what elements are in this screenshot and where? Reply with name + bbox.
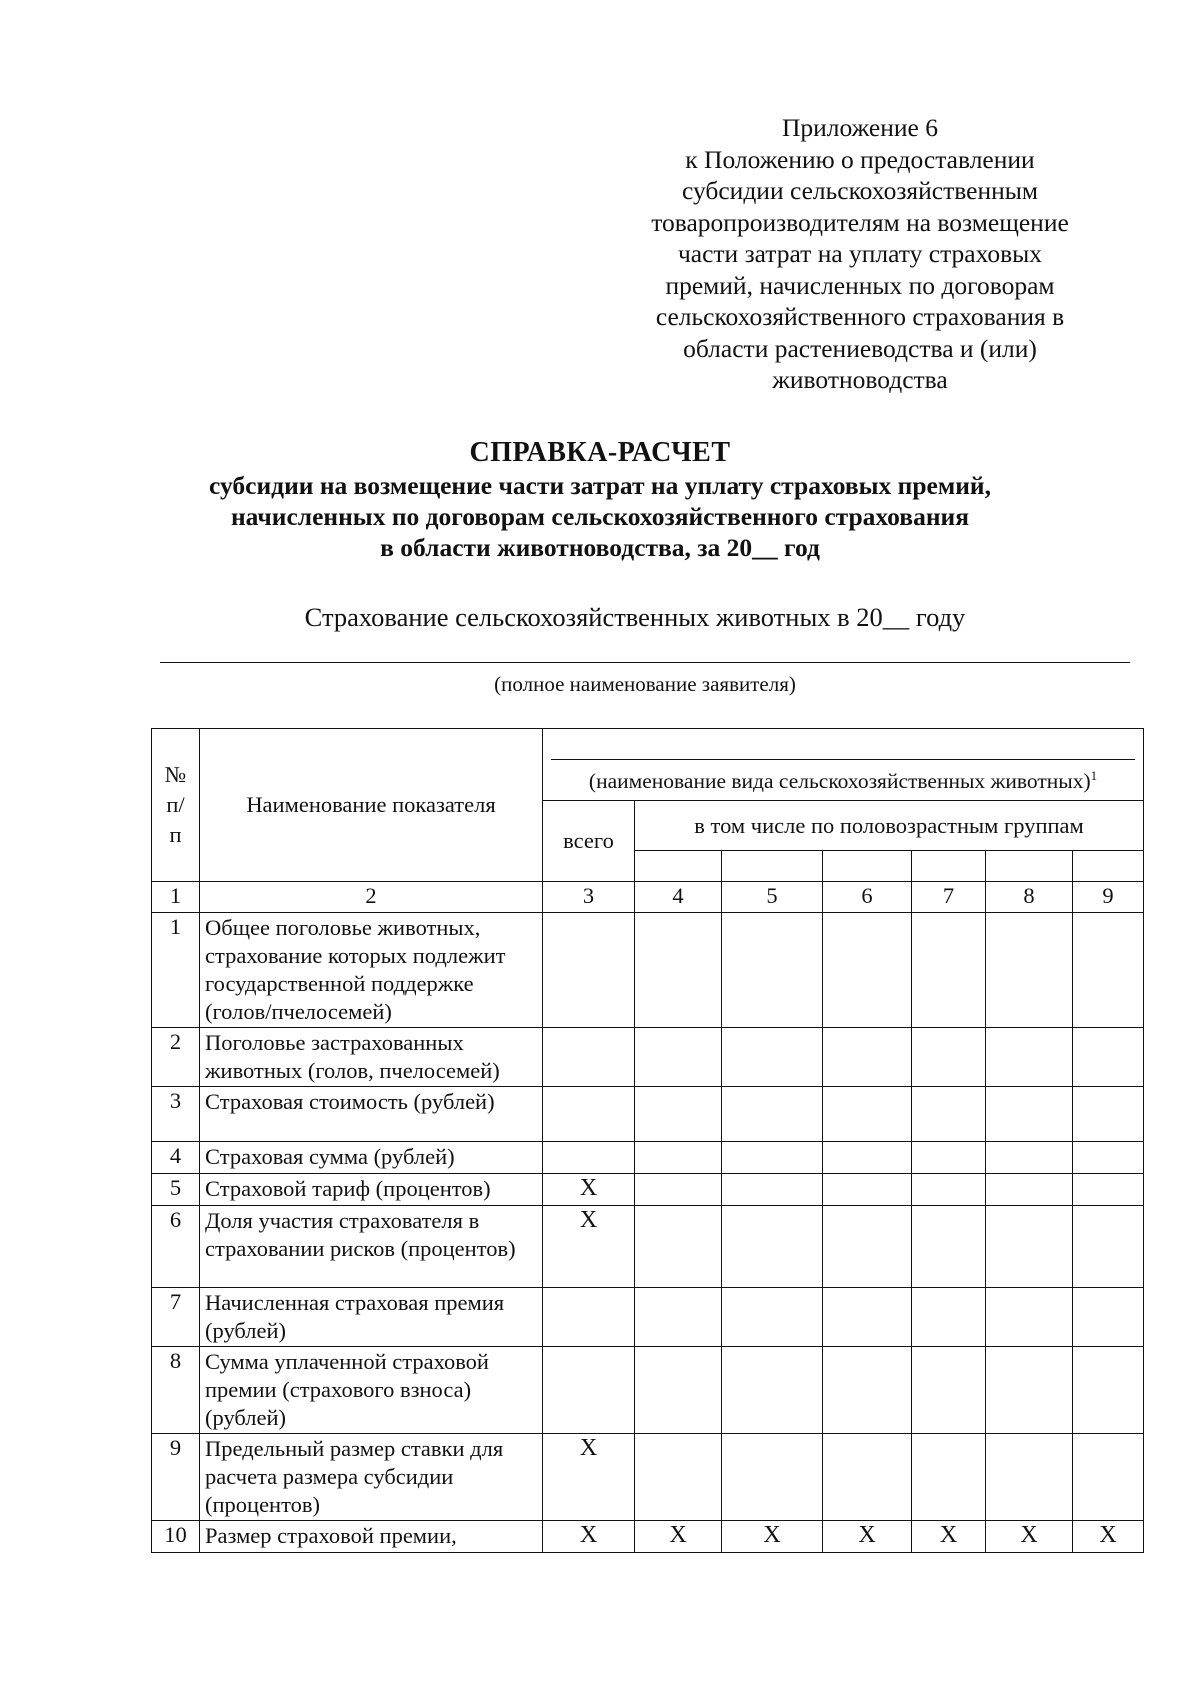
value-cell[interactable]	[986, 1347, 1073, 1434]
document-subtitle-line: субсидии на возмещение части затрат на уплату страховых премий,	[209, 471, 991, 500]
appendix-line: области растениеводства и (или)	[683, 333, 1037, 363]
document-title: СПРАВКА-РАСЧЕТ	[469, 437, 731, 468]
value-cell[interactable]	[986, 1434, 1073, 1521]
value-cell[interactable]	[635, 1206, 722, 1288]
column-number: 2	[200, 882, 543, 913]
appendix-line: субсидии сельскохозяйственным	[681, 176, 1039, 205]
not-applicable-mark: X	[722, 1521, 823, 1553]
row-number: 6	[152, 1206, 200, 1288]
value-cell[interactable]	[1073, 1174, 1144, 1206]
value-cell[interactable]	[1073, 1206, 1144, 1288]
column-number: 4	[635, 882, 722, 913]
value-cell[interactable]	[912, 913, 986, 1028]
row-indicator-name: Сумма уплаченной страховой премии (страхового взноса) (рублей)	[200, 1347, 543, 1434]
value-cell[interactable]	[722, 1288, 823, 1347]
value-cell[interactable]	[722, 1347, 823, 1434]
appendix-line: сельскохозяйственного страхования в	[655, 302, 1065, 331]
row-indicator-name: Доля участия страхователя в страховании рисков (процентов)	[200, 1206, 543, 1288]
header-num	[152, 729, 200, 882]
appendix-line: к Положению о предоставлении	[685, 144, 1035, 174]
group-cell[interactable]	[986, 851, 1073, 882]
document-subtitle-line: начисленных по договорам сельскохозяйственного страхования	[230, 502, 970, 531]
table-row	[152, 1087, 1144, 1142]
value-cell[interactable]	[635, 1288, 722, 1347]
value-cell[interactable]	[635, 1347, 722, 1434]
appendix-line: животноводства	[772, 365, 948, 394]
value-cell[interactable]	[1073, 1087, 1144, 1142]
value-cell[interactable]	[986, 1087, 1073, 1142]
row-number: 7	[152, 1288, 200, 1347]
value-cell[interactable]	[986, 1028, 1073, 1087]
value-cell[interactable]	[635, 913, 722, 1028]
value-cell[interactable]	[1073, 1142, 1144, 1174]
value-cell[interactable]	[722, 1434, 823, 1521]
column-number: 8	[986, 882, 1073, 913]
table-row	[152, 1521, 1144, 1553]
table-row	[152, 1434, 1144, 1521]
not-applicable-mark: X	[635, 1521, 722, 1553]
row-number: 10	[152, 1521, 200, 1553]
appendix-line: части затрат на уплату страховых	[677, 239, 1043, 268]
value-cell[interactable]	[722, 1174, 823, 1206]
value-cell[interactable]	[912, 1174, 986, 1206]
value-cell[interactable]	[986, 1288, 1073, 1347]
appendix-line: товаропроизводителям на возмещение	[651, 207, 1069, 237]
column-number-row	[152, 882, 1144, 913]
value-cell[interactable]	[722, 913, 823, 1028]
table-row	[152, 1142, 1144, 1174]
value-cell[interactable]	[986, 1174, 1073, 1206]
value-cell[interactable]	[635, 1028, 722, 1087]
row-indicator-name: Общее поголовье животных, страхование которых подлежит государственной поддержке (голов/пчелосемей)	[200, 913, 543, 1028]
value-cell[interactable]	[1073, 913, 1144, 1028]
column-number: 3	[543, 882, 635, 913]
value-cell[interactable]	[912, 1347, 986, 1434]
value-cell[interactable]	[635, 1174, 722, 1206]
appendix-line: премий, начисленных по договорам	[665, 270, 1055, 300]
appendix-line: Приложение 6	[782, 113, 938, 142]
value-cell[interactable]	[912, 1087, 986, 1142]
row-number: 8	[152, 1347, 200, 1434]
value-cell[interactable]	[912, 1142, 986, 1174]
row-number: 5	[152, 1174, 200, 1206]
table-row	[152, 1347, 1144, 1434]
row-indicator-name: Страховой тариф (процентов)	[200, 1174, 543, 1206]
table-row	[152, 1174, 1144, 1206]
not-applicable-mark: X	[1073, 1521, 1144, 1553]
value-cell[interactable]	[543, 1028, 635, 1087]
column-number: 1	[152, 882, 200, 913]
column-number: 6	[823, 882, 912, 913]
value-cell[interactable]	[823, 913, 912, 1028]
column-number: 9	[1073, 882, 1144, 913]
value-cell[interactable]	[823, 1028, 912, 1087]
not-applicable-mark: X	[912, 1521, 986, 1553]
row-number: 3	[152, 1087, 200, 1142]
row-indicator-name: Страховая сумма (рублей)	[200, 1142, 543, 1174]
value-cell[interactable]	[635, 1142, 722, 1174]
appendix-block	[600, 112, 1120, 396]
header-animal-type[interactable]	[543, 729, 1144, 801]
calculation-table	[151, 728, 1144, 1553]
not-applicable-mark: X	[986, 1521, 1073, 1553]
column-number: 7	[912, 882, 986, 913]
document-subtitle	[0, 470, 1200, 563]
not-applicable-mark: X	[543, 1206, 635, 1288]
header-indicator: Наименование показателя	[200, 729, 543, 882]
value-cell[interactable]	[722, 1206, 823, 1288]
value-cell[interactable]	[986, 1206, 1073, 1288]
value-cell[interactable]	[986, 1142, 1073, 1174]
row-indicator-name: Начисленная страховая премия (рублей)	[200, 1288, 543, 1347]
not-applicable-mark: X	[823, 1521, 912, 1553]
not-applicable-mark: X	[543, 1174, 635, 1206]
insurance-subtitle: Страхование сельскохозяйственных животных в 20__ году	[304, 602, 966, 632]
not-applicable-mark: X	[543, 1434, 635, 1521]
value-cell[interactable]	[823, 1434, 912, 1521]
value-cell[interactable]	[986, 913, 1073, 1028]
value-cell[interactable]	[1073, 1288, 1144, 1347]
value-cell[interactable]	[1073, 1434, 1144, 1521]
animal-type-footnote-mark: 1	[1090, 768, 1098, 783]
value-cell[interactable]	[823, 1142, 912, 1174]
value-cell[interactable]	[635, 1087, 722, 1142]
group-cell[interactable]	[635, 851, 722, 882]
value-cell[interactable]	[543, 913, 635, 1028]
document-title-block	[0, 436, 1200, 563]
value-cell[interactable]	[722, 1142, 823, 1174]
row-indicator-name: Поголовье застрахованных животных (голов, пчелосемей)	[200, 1028, 543, 1087]
value-cell[interactable]	[823, 1174, 912, 1206]
table-row	[152, 913, 1144, 1028]
value-cell[interactable]	[543, 1087, 635, 1142]
value-cell[interactable]	[722, 1028, 823, 1087]
value-cell[interactable]	[722, 1087, 823, 1142]
value-cell[interactable]	[543, 1142, 635, 1174]
header-groups: в том числе по половозрастным группам	[635, 801, 1144, 851]
not-applicable-mark: X	[543, 1521, 635, 1553]
table-row	[152, 1288, 1144, 1347]
value-cell[interactable]	[912, 1288, 986, 1347]
value-cell[interactable]	[1073, 1347, 1144, 1434]
document-subtitle-line: в области животноводства, за 20__ год	[380, 533, 820, 562]
value-cell[interactable]	[635, 1434, 722, 1521]
column-number: 5	[722, 882, 823, 913]
value-cell[interactable]	[823, 1288, 912, 1347]
table-row	[152, 1028, 1144, 1087]
value-cell[interactable]	[823, 1347, 912, 1434]
row-number: 2	[152, 1028, 200, 1087]
value-cell[interactable]	[543, 1288, 635, 1347]
applicant-name-caption: (полное наименование заявителя)	[494, 672, 796, 696]
row-indicator-name: Размер страховой премии,	[200, 1521, 543, 1553]
value-cell[interactable]	[1073, 1028, 1144, 1087]
value-cell[interactable]	[912, 1206, 986, 1288]
header-total: всего	[543, 801, 635, 882]
value-cell[interactable]	[912, 1434, 986, 1521]
animal-type-label: (наименование вида сельскохозяйственных животных)	[588, 769, 1091, 794]
row-indicator-name: Страховая стоимость (рублей)	[200, 1087, 543, 1142]
group-cell[interactable]	[722, 851, 823, 882]
row-number: 9	[152, 1434, 200, 1521]
group-cell[interactable]	[1073, 851, 1144, 882]
value-cell[interactable]	[823, 1087, 912, 1142]
applicant-name-line[interactable]	[160, 662, 1130, 663]
value-cell[interactable]	[543, 1347, 635, 1434]
row-number: 1	[152, 913, 200, 1028]
row-indicator-name: Предельный размер ставки для расчета размера субсидии (процентов)	[200, 1434, 543, 1521]
table-row	[152, 1206, 1144, 1288]
group-cell[interactable]	[912, 851, 986, 882]
group-cell[interactable]	[823, 851, 912, 882]
value-cell[interactable]	[912, 1028, 986, 1087]
header-num-label: № п/п	[164, 762, 187, 847]
value-cell[interactable]	[823, 1206, 912, 1288]
row-number: 4	[152, 1142, 200, 1174]
